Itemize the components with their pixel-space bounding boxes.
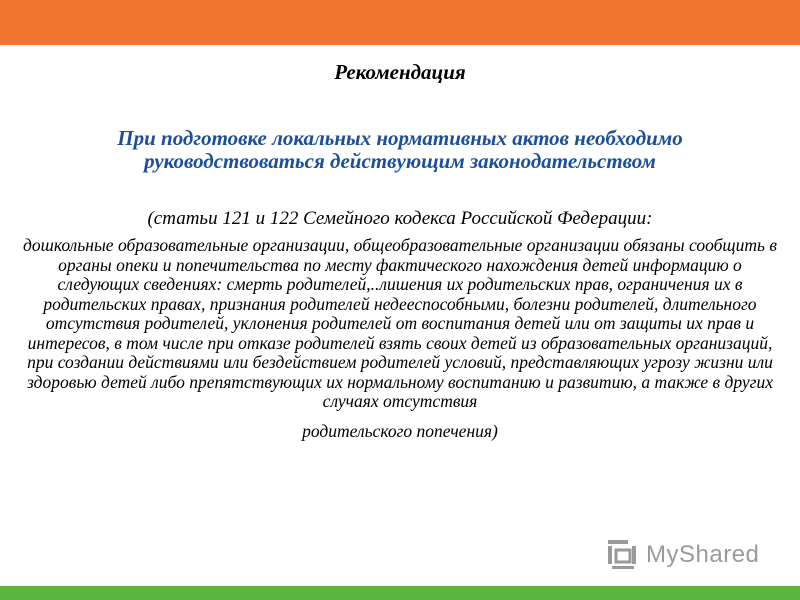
body-lead: (статьи 121 и 122 Семейного кодекса Российской Федерации: [147, 208, 653, 229]
body-paragraph: дошкольные образовательные организации, общеобразовательные организации обязаны сообщить в органы опеки и попечительства по месту фактического нахождения детей информацию о следующих сведениях: смерть родителей,..лишения их родительских прав, ограничения их в родительских правах, признания родителей недееспособными, болезни родителей, длительного отсутствия родителей, уклонения родителей от воспитания детей или от защиты их прав и интересов, в том числе при отказе родителей взять своих детей из образовательных организаций, при создании действиями или бездействием родителей условий, представляющих угрозу жизни или здоровью детей либо препятствующих их нормальному воспитанию и развитию, а также в других случаях отсутствия [23, 235, 777, 411]
top-accent-bar [0, 0, 800, 45]
presentation-board-icon [606, 538, 640, 572]
slide-body [20, 208, 780, 442]
slide-subheading: При подготовке локальных нормативных актов необходимо руководствоваться действующим законодательством [117, 126, 683, 173]
bottom-accent-bar [0, 586, 800, 600]
body-tail: родительского попечения) [302, 420, 498, 441]
myshared-logo [606, 538, 759, 572]
logo-text: MyShared [646, 541, 760, 568]
slide-heading: Рекомендация [334, 60, 466, 84]
